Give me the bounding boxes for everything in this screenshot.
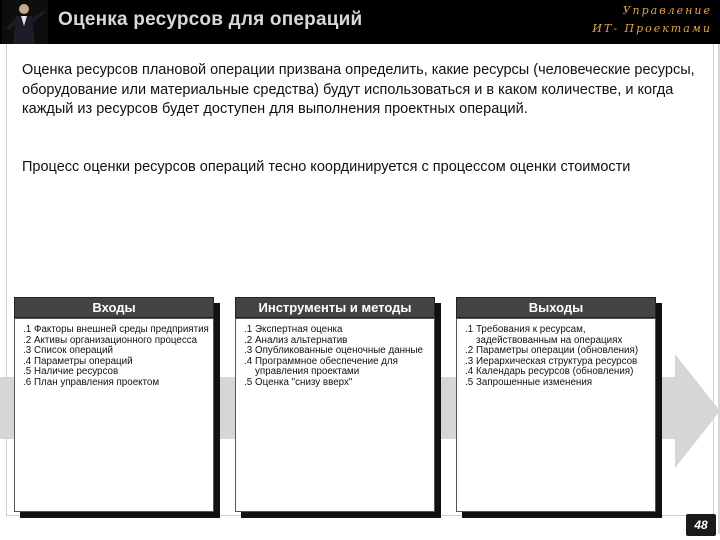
list-item: [244, 378, 430, 389]
item-text: Календарь ресурсов (обновления): [476, 366, 634, 378]
header-bar: [0, 0, 720, 44]
item-number: .1: [23, 324, 32, 335]
item-number: .3: [465, 355, 474, 367]
tools-list: [244, 325, 430, 389]
item-number: .5: [465, 376, 474, 388]
item-text: Параметры операции (обновления): [476, 345, 639, 357]
inputs-body: [14, 318, 214, 512]
page-title: Оценка ресурсов для операций: [58, 9, 363, 30]
item-number: .3: [23, 345, 32, 357]
presenter-figure-icon: [2, 0, 48, 44]
intro-paragraph: Оценка ресурсов плановой операции призвана определить, какие ресурсы (человеческие ресурсы, оборудование или материальные средства) будут использоваться и в каком количестве, и когда каждый из ресурсов будет доступен для выполнения проектных операций.: [22, 62, 695, 117]
item-number: .4: [465, 366, 474, 378]
brand-line-2: ИТ- Проектами: [592, 22, 712, 35]
item-number: .3: [244, 345, 253, 357]
item-text: Факторы внешней среды предприятия: [34, 324, 209, 335]
item-number: .5: [23, 366, 32, 378]
tools-column: [235, 297, 441, 518]
item-number: .4: [244, 355, 253, 367]
list-item: [23, 378, 209, 389]
tools-header: Инструменты и методы: [235, 297, 435, 318]
process-arrow-icon: [675, 354, 720, 468]
outputs-list: [465, 325, 651, 389]
inputs-list: [23, 325, 209, 389]
item-text: Программное обеспечение для управления проектами: [255, 355, 398, 378]
item-number: .4: [23, 355, 32, 367]
item-text: План управления проектом: [34, 376, 160, 388]
item-number: .6: [23, 376, 32, 388]
list-item: [465, 378, 651, 389]
item-number: .1: [244, 324, 253, 335]
list-item: [465, 325, 651, 346]
page-number: 48: [686, 514, 716, 536]
item-number: .5: [244, 376, 253, 388]
outputs-column: [456, 297, 662, 518]
item-text: Наличие ресурсов: [34, 366, 119, 378]
item-text: Запрошенные изменения: [476, 376, 593, 388]
item-text: Опубликованные оценочные данные: [255, 345, 423, 357]
tools-body: [235, 318, 435, 512]
item-number: .2: [244, 334, 253, 346]
item-text: Анализ альтернатив: [255, 334, 348, 346]
item-number: .2: [465, 345, 474, 357]
item-text: Список операций: [34, 345, 113, 357]
item-text: Активы организационного процесса: [34, 334, 198, 346]
inputs-column: [14, 297, 220, 518]
item-text: Требования к ресурсам, задействованным на операциях: [476, 324, 623, 346]
list-item: [244, 357, 430, 378]
outputs-header: Выходы: [456, 297, 656, 318]
outputs-body: [456, 318, 656, 512]
item-text: Иерархическая структура ресурсов: [476, 355, 638, 367]
brand-label: [592, 2, 712, 38]
item-text: Параметры операций: [34, 355, 133, 367]
item-number: .1: [465, 324, 474, 335]
inputs-header: Входы: [14, 297, 214, 318]
item-number: .2: [23, 334, 32, 346]
coordination-paragraph: Процесс оценки ресурсов операций тесно координируется с процессом оценки стоимости: [22, 159, 631, 175]
item-text: Экспертная оценка: [255, 324, 343, 335]
brand-line-1: Управление: [622, 4, 712, 17]
item-text: Оценка "снизу вверх": [255, 376, 353, 388]
